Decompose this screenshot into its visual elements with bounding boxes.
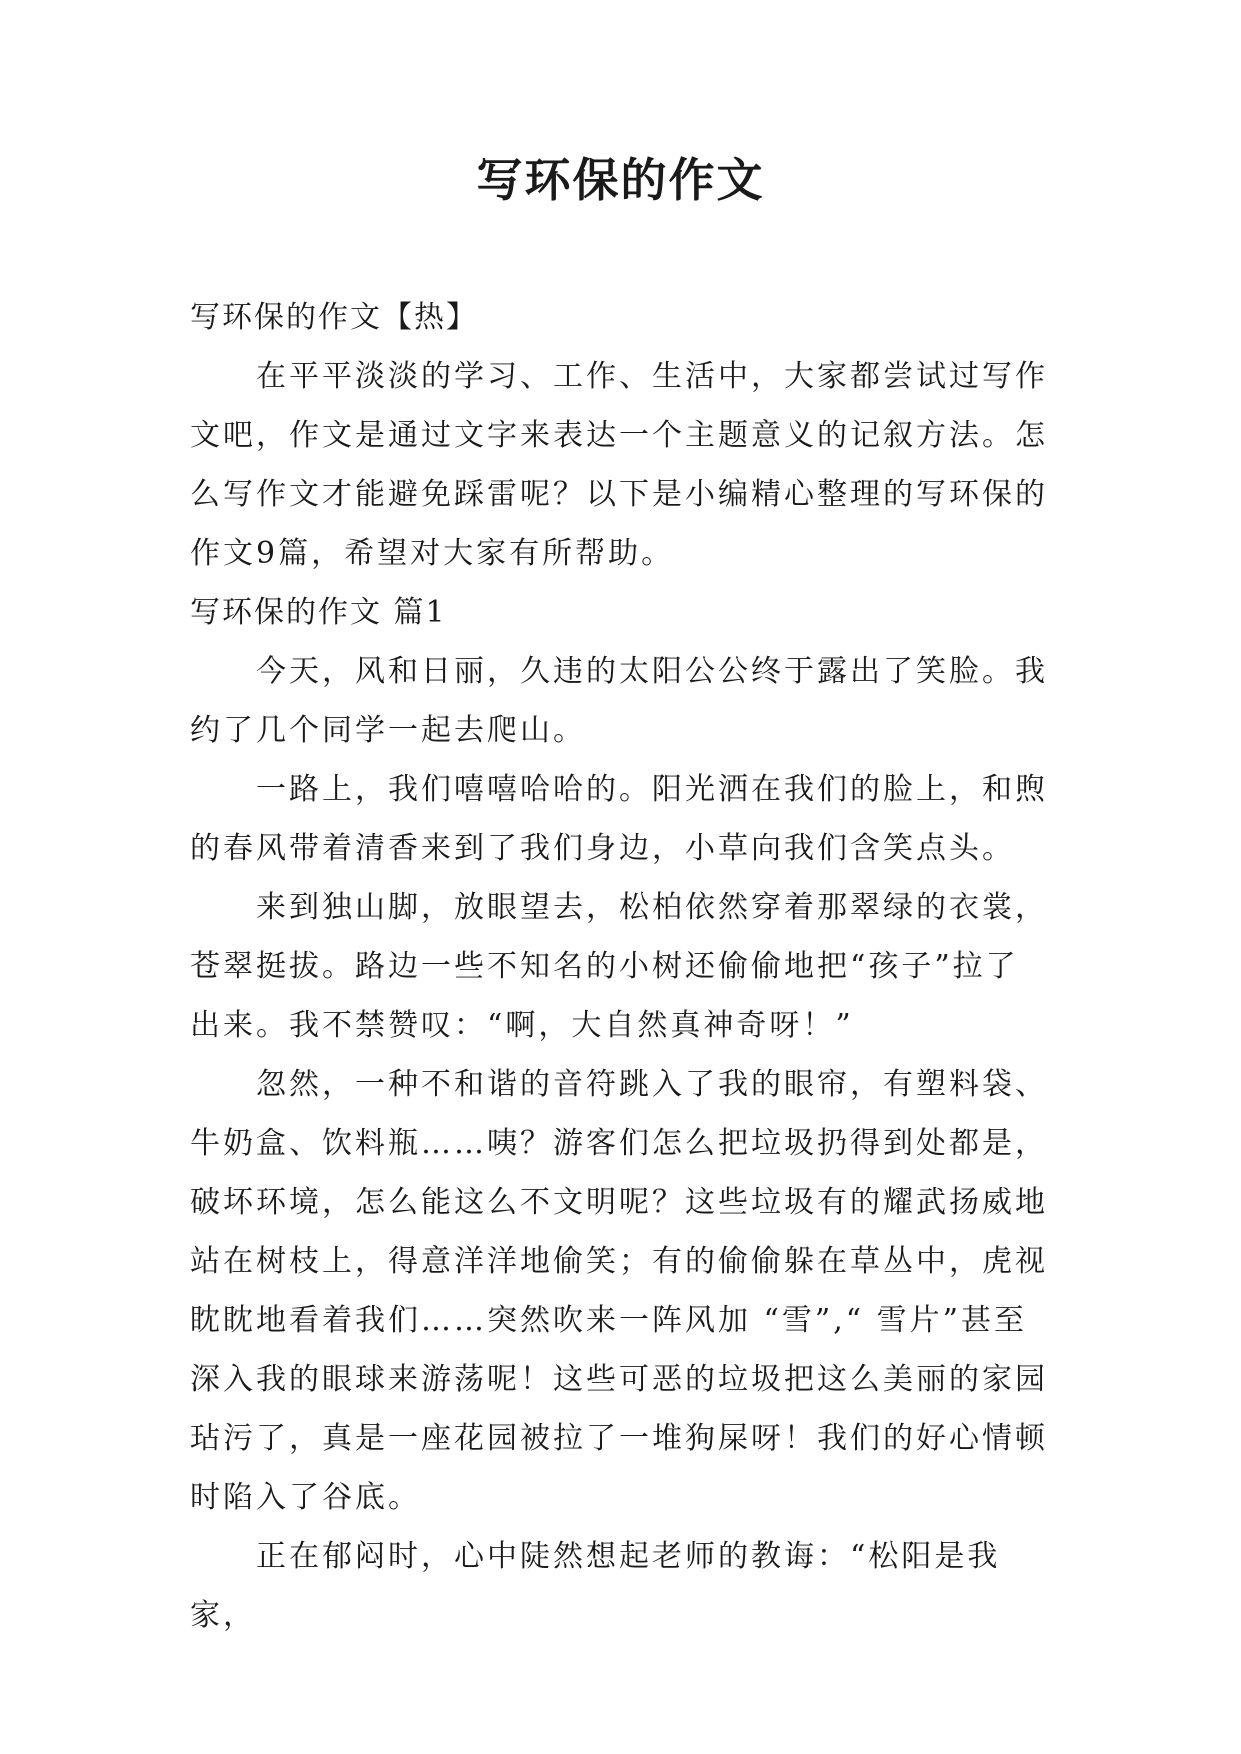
document-body [190,288,1050,1645]
body-paragraph: 忽然，一种不和谐的音符跳入了我的眼帘，有塑料袋、牛奶盒、饮料瓶……咦？游客们怎么把垃圾扔得到处都是，破坏环境，怎么能这么不文明呢？这些垃圾有的耀武扬威地站在树枝上，得意洋洋地偷笑；有的偷偷躲在草丛中，虎视眈眈地看着我们……突然吹来一阵风加 “雪”,“ 雪片”甚至深入我的眼球来游荡呢！这些可恶的垃圾把这么美丽的家园玷污了，真是一座花园被拉了一堆狗屎呀！我们的好心情顿时陷入了谷底。 [190,1067,1048,1515]
body-paragraph: 来到独山脚，放眼望去，松柏依然穿着那翠绿的衣裳，苍翠挺拔。路边一些不知名的小树还偷偷地把“孩子”拉了出来。我不禁赞叹：“啊，大自然真神奇呀！” [190,890,1048,1043]
intro-heading: 写环保的作文【热】 [190,300,478,335]
body-paragraph: 今天，风和日丽，久违的太阳公公终于露出了笑脸。我约了几个同学一起去爬山。 [190,654,1048,748]
body-paragraph: 一路上，我们嘻嘻哈哈的。阳光洒在我们的脸上，和煦的春风带着清香来到了我们身边，小草向我们含笑点头。 [190,772,1048,866]
section-heading: 写环保的作文 篇1 [190,595,447,630]
body-paragraph: 正在郁闷时，心中陡然想起老师的教诲：“松阳是我家， [190,1539,1001,1633]
body-paragraph: 在平平淡淡的学习、工作、生活中，大家都尝试过写作文吧，作文是通过文字来表达一个主题意义的记叙方法。怎么写作文才能避免踩雷呢？以下是小编精心整理的写环保的作文9篇，希望对大家有所帮助。 [190,359,1048,571]
document-title: 写环保的作文 [476,153,765,207]
